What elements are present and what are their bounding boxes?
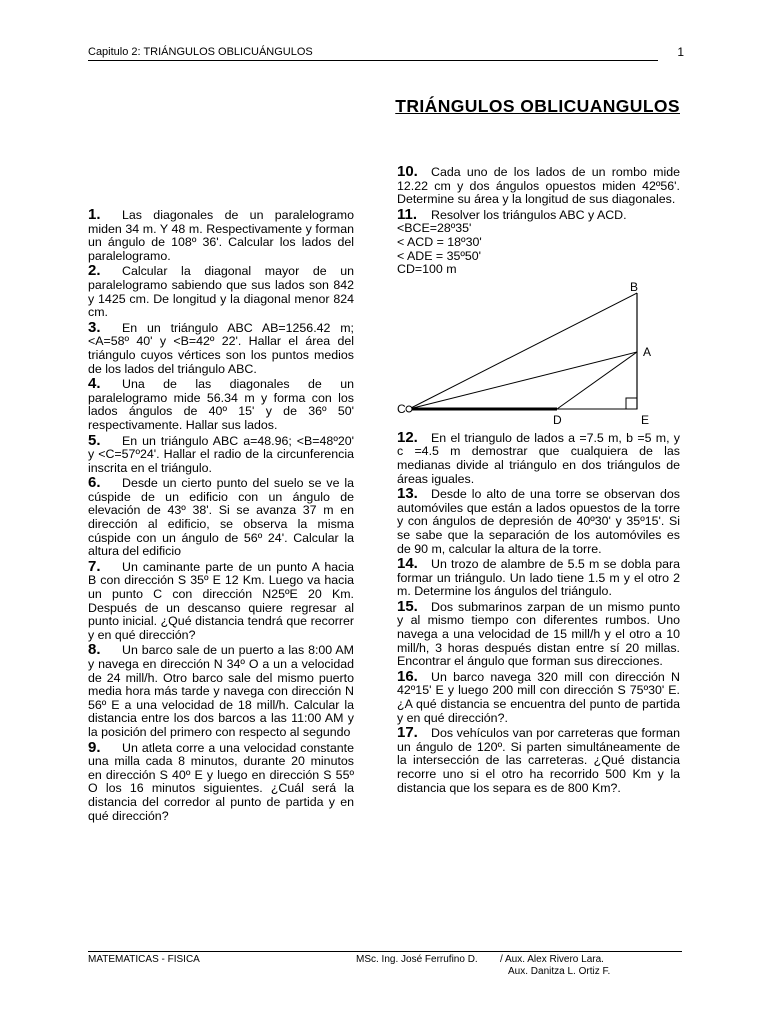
footer-rule xyxy=(88,951,682,952)
right-angle-mark xyxy=(626,398,637,409)
exercise-1 xyxy=(88,208,354,263)
exercise-text: Dos vehículos van por carreteras que forman un ángulo de 120º. Si parten simultáneamente de la intersección de las carreteras. ¿Qué distancia recorre uno si el otro ha recorrido 500 Km y la distancia que los separa es de 800 Km?. xyxy=(397,726,680,795)
header-rule xyxy=(88,60,658,61)
exercise-number: 15. xyxy=(397,597,418,615)
exercise-3 xyxy=(88,318,354,376)
label-b: B xyxy=(630,280,639,294)
exercise-number: 7. xyxy=(88,557,101,575)
exercise-14 xyxy=(397,557,680,599)
exercise-6 xyxy=(88,476,354,559)
exercise-number: 10. xyxy=(397,163,418,180)
page-number: 1 xyxy=(677,45,684,59)
exercise-7 xyxy=(88,557,354,643)
left-column xyxy=(88,208,354,824)
exercise-text: Un caminante parte de un punto A hacia B con dirección S 35º E 12 Km. Luego va hacia un punto C con dirección N25ºE 20 Km. Después de un descanso quiere regresar al punto inicial. ¿Qué distancia tendrá que recorrer y en qué dirección? xyxy=(88,559,354,642)
footer-subject: MATEMATICAS - FISICA xyxy=(88,954,200,965)
segment-da xyxy=(557,352,637,409)
label-e: E xyxy=(641,412,650,427)
exercise-number: 17. xyxy=(397,724,418,742)
exercise-17 xyxy=(397,726,680,795)
exercise-9 xyxy=(88,738,354,824)
exercise-number: 5. xyxy=(88,431,101,449)
exercise-8 xyxy=(88,643,354,739)
right-column xyxy=(397,165,680,796)
exercise-16 xyxy=(397,667,680,725)
exercise-text: En un triángulo ABC a=48.96; <B=48º20' y <C=57º24'. Hallar el radio de la circunferencia inscrita en el triángulo. xyxy=(88,433,354,475)
exercise-text: Un barco sale de un puerto a las 8:00 AM y navega en dirección N 34º O a un a velocidad de 24 mill/h. Otro barco sale del mismo puerto media hora más tarde y navega con dirección N 56º E a una velocidad de 18 mill/h. Calcular la distancia entre los dos barcos a las 11:00 AM y la posición del primero con respecto al segundo xyxy=(88,643,354,739)
exercise-text: En el triangulo de lados a =7.5 m, b =5 m, y c =4.5 m demostrar que cualquiera de las medianas divide al triángulo en dos triángulos de áreas iguales. xyxy=(397,430,680,486)
triangle-figure xyxy=(397,281,680,427)
exercise-text: Un atleta corre a una velocidad constante una milla cada 8 minutos, durante 20 minutos en dirección S 40º E y luego en dirección S 55º O los 16 minutos siguientes. ¿Cuál será la distancia del corredor al punto de partida y en qué dirección? xyxy=(88,740,354,823)
exercise-text: Dos submarinos zarpan de un mismo punto y al mismo tiempo con diferentes rumbos. Uno navega a una velocidad de 15 mill/h y el otro a 10 mill/h, 3 horas después distan entre sí 20 millas. Encontrar el ángulo que forman sus direcciones. xyxy=(397,599,680,669)
exercise-12 xyxy=(397,428,680,486)
exercise-text: Las diagonales de un paralelogramo miden 34 m. Y 48 m. Respectivamente y forman un ángulo de 108º 36'. Calcular los lados del paralelogramo. xyxy=(88,208,354,263)
exercise-number: 12. xyxy=(397,428,418,446)
exercise-2 xyxy=(88,264,354,319)
footer-author-3: Aux. Danitza L. Ortiz F. xyxy=(508,966,611,977)
exercise-text: Calcular la diagonal mayor de un paralelogramo sabiendo que sus lados son 842 y 1425 cm. De longitud y la diagonal menor 824 cm. xyxy=(88,264,354,320)
exercise-10 xyxy=(397,165,680,207)
given-value: < ACD = 18º30' xyxy=(397,234,482,249)
label-c: C xyxy=(397,401,406,416)
given-value: <BCE=28º35' xyxy=(397,221,472,236)
given-value: CD=100 m xyxy=(397,262,457,277)
exercise-13 xyxy=(397,487,680,556)
exercise-text: Un trozo de alambre de 5.5 m se dobla para formar un triángulo. Un lado tiene 1.5 m y el otro 2 m. Determine los ángulos del triángulo. xyxy=(397,557,680,599)
exercise-number: 8. xyxy=(88,641,101,659)
exercise-text: Desde lo alto de una torre se observan dos automóviles que están a lados opuestos de la torre y con ángulos de depresión de 40º30' y 35º15'. Si se sabe que la separación de los automóviles es de 90 m, calcular la altura de la torre. xyxy=(397,487,680,556)
exercise-number: 9. xyxy=(88,738,101,756)
exercise-number: 13. xyxy=(397,485,418,503)
exercise-number: 3. xyxy=(88,318,101,336)
label-d: D xyxy=(553,412,562,427)
point-c xyxy=(406,406,412,412)
footer-author-1: MSc. Ing. José Ferrufino D. xyxy=(356,954,478,965)
label-a: A xyxy=(643,344,652,359)
exercise-number: 4. xyxy=(88,375,101,393)
document-title: TRIÁNGULOS OBLICUANGULOS xyxy=(395,96,680,116)
exercise-number: 2. xyxy=(88,262,101,280)
exercise-text: Desde un cierto punto del suelo se ve la cúspide de un edificio con un ángulo de elevación de 43º 38'. Si se avanza 37 m en dirección al edificio, se observa la misma cúspide con un ángulo de 56º 24'. Calcular la altura del edificio xyxy=(88,476,354,559)
exercise-number: 6. xyxy=(88,474,101,492)
exercise-15 xyxy=(397,597,680,669)
exercise-5 xyxy=(88,431,354,476)
segment-ca xyxy=(409,352,637,409)
segment-cb xyxy=(409,293,637,409)
given-value: < ADE = 35º50' xyxy=(397,248,482,263)
chapter-title: Capitulo 2: TRIÁNGULOS OBLICUÁNGULOS xyxy=(88,46,313,58)
exercise-text: Cada uno de los lados de un rombo mide 12.22 cm y dos ángulos opuestos miden 42º56'. Determine su área y la longitud de sus diagonales. xyxy=(397,165,680,207)
exercise-4 xyxy=(88,377,354,432)
exercise-text: En un triángulo ABC AB=1256.42 m; <A=58º 40' y <B=42º 22'. Hallar el área del triángulo cuyos vértices son los puntos medios de los lados del triángulo ABC. xyxy=(88,320,354,376)
exercise-11 xyxy=(397,205,680,277)
exercise-number: 11. xyxy=(397,205,418,223)
footer-author-2: / Aux. Alex Rivero Lara. xyxy=(500,954,604,965)
exercise-text: Un barco navega 320 mill con dirección N 42º15' E y luego 200 mill con dirección S 75º30' E. ¿A qué distancia se encuentra del punto de partida y en qué dirección?. xyxy=(397,669,680,725)
exercise-text: Resolver los triángulos ABC y ACD. xyxy=(431,207,627,222)
exercise-number: 1. xyxy=(88,206,101,223)
exercise-number: 16. xyxy=(397,667,418,685)
exercise-number: 14. xyxy=(397,555,418,573)
exercise-text: Una de las diagonales de un paralelogramo mide 56.34 m y forma con los lados ángulos de 40º 15' y de 36º 50' respectivamente. Hallar sus lados. xyxy=(88,377,354,432)
